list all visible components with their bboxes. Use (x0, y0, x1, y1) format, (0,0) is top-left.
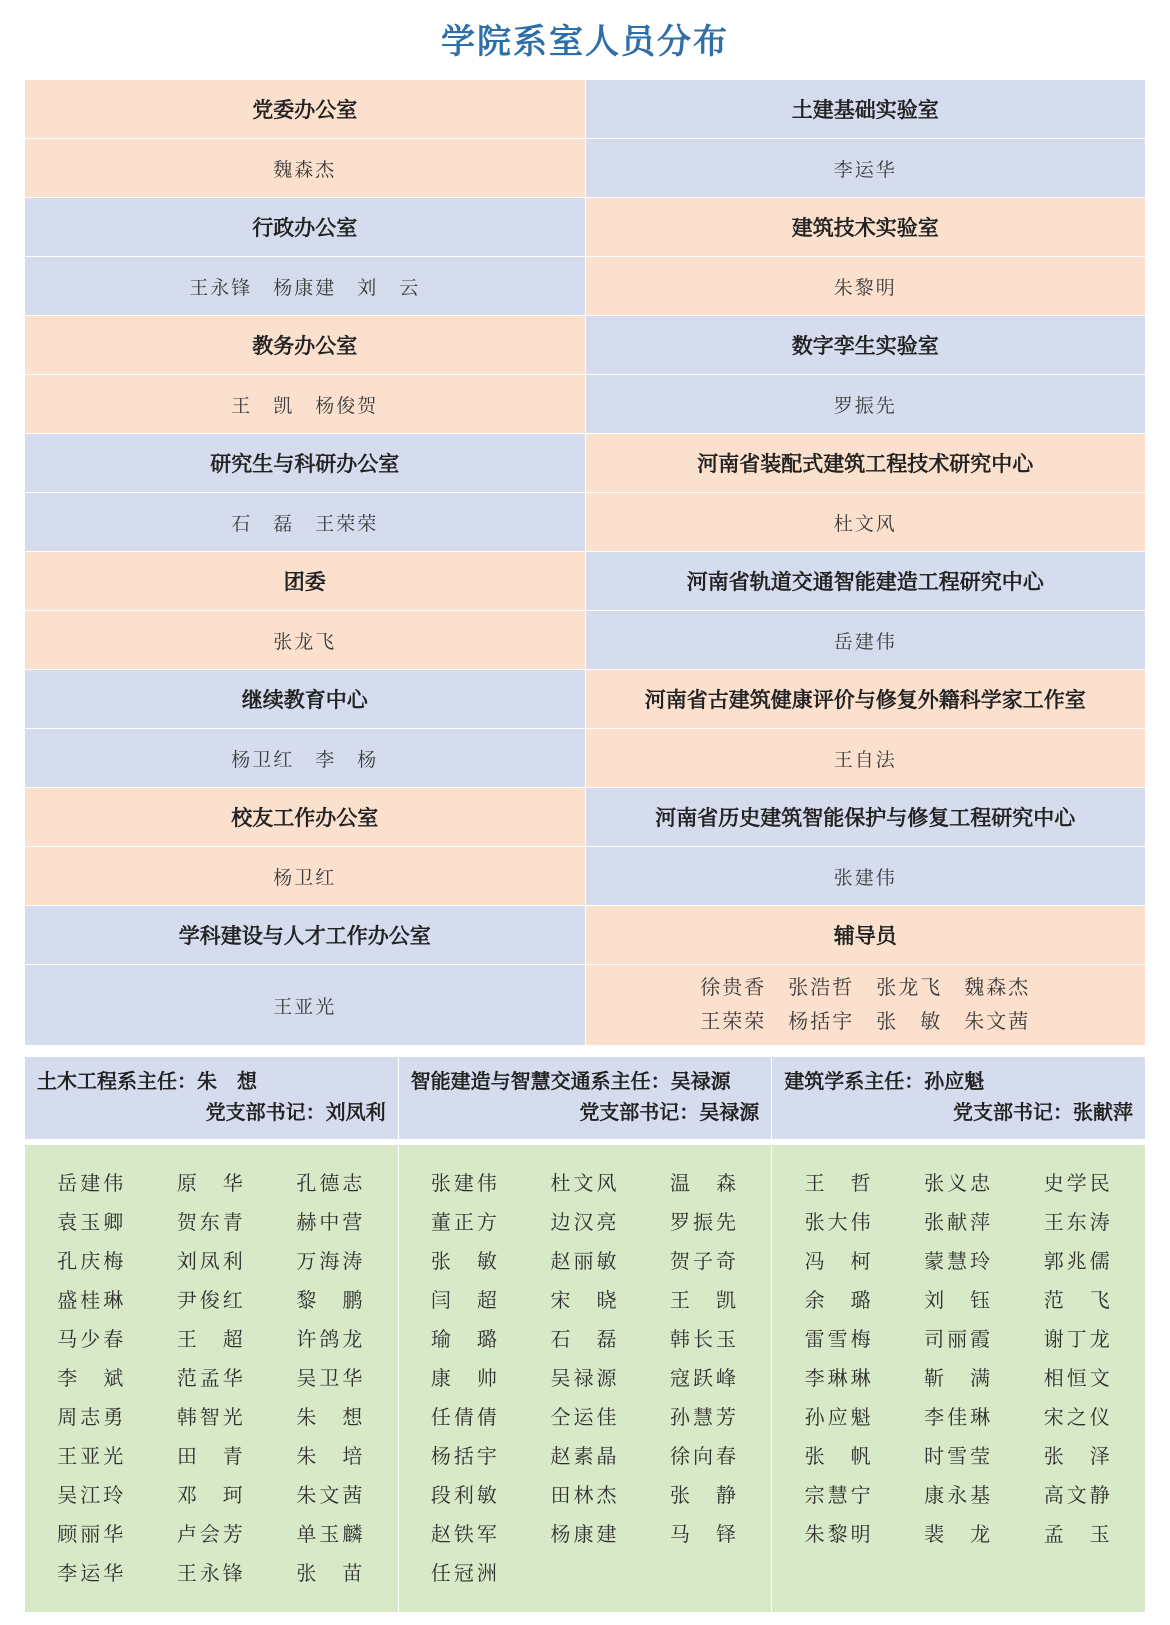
office-members-left: 石 磊 王荣荣 (25, 493, 586, 552)
member-name: 董正方 (430, 1212, 500, 1234)
member-name: 司丽霞 (924, 1329, 994, 1351)
member-name: 赵素晶 (550, 1446, 620, 1468)
member-name: 石 磊 (550, 1329, 620, 1351)
office-name-right: 河南省装配式建筑工程技术研究中心 (585, 434, 1146, 493)
counselor-members (585, 965, 1146, 1046)
department-secretary-1: 党支部书记：刘凤利 (205, 1102, 386, 1124)
table-row (25, 965, 1146, 1046)
member-name: 时雪莹 (924, 1446, 994, 1468)
office-name-left: 党委办公室 (25, 80, 586, 139)
member-name: 宗慧宁 (804, 1485, 874, 1507)
offices-body (25, 80, 1146, 1046)
member-name: 卢会芳 (176, 1524, 246, 1546)
member-name: 朱文茜 (296, 1485, 366, 1507)
office-members-right: 罗振先 (585, 375, 1146, 434)
member-name: 朱黎明 (804, 1524, 874, 1546)
office-members-left: 杨卫红 李 杨 (25, 729, 586, 788)
member-name: 康 帅 (430, 1368, 500, 1390)
member-name: 张 苗 (296, 1563, 366, 1585)
counselor-line-2: 王荣荣 杨括宇 张 敏 朱文茜 (700, 1011, 1031, 1033)
member-name: 原 华 (176, 1173, 246, 1195)
member-name: 尹俊红 (176, 1290, 246, 1312)
table-row (25, 139, 1146, 198)
office-members-left: 王亚光 (25, 965, 586, 1046)
member-name: 罗振先 (670, 1212, 740, 1234)
member-name: 孟 玉 (1043, 1524, 1113, 1546)
department-chiefs-body (25, 1057, 1146, 1140)
member-name: 相恒文 (1043, 1368, 1113, 1390)
member-name: 史学民 (1043, 1173, 1113, 1195)
member-name: 徐向春 (670, 1446, 740, 1468)
department-chiefs-table (24, 1056, 1146, 1140)
member-name: 任倩倩 (430, 1407, 500, 1429)
office-name-left: 行政办公室 (25, 198, 586, 257)
member-name: 孔庆梅 (57, 1251, 127, 1273)
member-name: 寇跃峰 (670, 1368, 740, 1390)
table-row (25, 729, 1146, 788)
office-members-left: 张龙飞 (25, 611, 586, 670)
member-name: 王东涛 (1043, 1212, 1113, 1234)
table-row (25, 434, 1146, 493)
table-row (25, 670, 1146, 729)
table-row (25, 316, 1146, 375)
department-members-body (25, 1145, 1146, 1613)
counselor-line-1: 徐贵香 张浩哲 张龙飞 魏森杰 (700, 977, 1031, 999)
department-members-table (24, 1144, 1146, 1613)
office-members-left: 杨卫红 (25, 847, 586, 906)
member-name: 张大伟 (804, 1212, 874, 1234)
department-secretary-2: 党支部书记：吴禄源 (579, 1102, 760, 1124)
member-name: 高文静 (1043, 1485, 1113, 1507)
table-row (25, 198, 1146, 257)
department-chief-2: 智能建造与智慧交通系主任：吴禄源 (410, 1071, 731, 1093)
member-name: 赫中营 (296, 1212, 366, 1234)
member-name: 冯 柯 (804, 1251, 874, 1273)
member-name: 贺东青 (176, 1212, 246, 1234)
table-row (25, 493, 1146, 552)
office-members-left: 王永锋 杨康建 刘 云 (25, 257, 586, 316)
name-grid-3 (782, 1167, 1135, 1547)
department-members-cell-2 (398, 1145, 772, 1613)
office-name-left: 学科建设与人才工作办公室 (25, 906, 586, 965)
member-name: 田 青 (176, 1446, 246, 1468)
member-name: 李佳琳 (924, 1407, 994, 1429)
office-name-right: 河南省轨道交通智能建造工程研究中心 (585, 552, 1146, 611)
member-name: 闫 超 (430, 1290, 500, 1312)
member-name: 黎 鹏 (296, 1290, 366, 1312)
office-members-right: 朱黎明 (585, 257, 1146, 316)
member-name: 邓 珂 (176, 1485, 246, 1507)
table-row (25, 257, 1146, 316)
member-name: 杨括宇 (430, 1446, 500, 1468)
office-members-right: 岳建伟 (585, 611, 1146, 670)
table-row (25, 906, 1146, 965)
member-name: 康永基 (924, 1485, 994, 1507)
member-name: 段利敏 (430, 1485, 500, 1507)
member-name: 谢丁龙 (1043, 1329, 1113, 1351)
member-name: 朱 培 (296, 1446, 366, 1468)
member-name: 宋 晓 (550, 1290, 620, 1312)
member-name: 岳建伟 (57, 1173, 127, 1195)
office-name-left: 教务办公室 (25, 316, 586, 375)
name-grid-2 (409, 1167, 762, 1586)
table-row (25, 375, 1146, 434)
office-members-left: 魏森杰 (25, 139, 586, 198)
member-name: 裴 龙 (924, 1524, 994, 1546)
member-name: 边汉亮 (550, 1212, 620, 1234)
table-row (25, 611, 1146, 670)
member-name: 袁玉卿 (57, 1212, 127, 1234)
member-name: 李琳琳 (804, 1368, 874, 1390)
member-name: 郭兆儒 (1043, 1251, 1113, 1273)
table-row (25, 1145, 1146, 1613)
department-chief-3: 建筑学系主任：孙应魁 (784, 1071, 985, 1093)
table-row (25, 788, 1146, 847)
member-name: 朱 想 (296, 1407, 366, 1429)
member-name: 仝运佳 (550, 1407, 620, 1429)
office-name-right: 数字孪生实验室 (585, 316, 1146, 375)
member-name: 马少春 (57, 1329, 127, 1351)
member-name: 王亚光 (57, 1446, 127, 1468)
member-name: 马 铎 (670, 1524, 740, 1546)
office-members-left: 王 凯 杨俊贺 (25, 375, 586, 434)
member-name: 赵丽敏 (550, 1251, 620, 1273)
department-members-cell-3 (772, 1145, 1146, 1613)
member-name: 杜文风 (550, 1173, 620, 1195)
page-title: 学院系室人员分布 (441, 24, 729, 61)
office-members-right: 张建伟 (585, 847, 1146, 906)
member-name: 王 哲 (804, 1173, 874, 1195)
member-name: 许鸽龙 (296, 1329, 366, 1351)
department-chief-cell-1 (25, 1057, 399, 1140)
member-name: 宋之仪 (1043, 1407, 1113, 1429)
table-row (25, 552, 1146, 611)
member-name: 张建伟 (430, 1173, 500, 1195)
member-name: 蒙慧玲 (924, 1251, 994, 1273)
member-name: 张 敏 (430, 1251, 500, 1273)
department-chief-cell-3 (772, 1057, 1146, 1140)
office-members-right: 王自法 (585, 729, 1146, 788)
office-name-right: 土建基础实验室 (585, 80, 1146, 139)
member-name: 温 森 (670, 1173, 740, 1195)
table-row (25, 80, 1146, 139)
member-name: 韩长玉 (670, 1329, 740, 1351)
member-name: 盛桂琳 (57, 1290, 127, 1312)
department-chief-cell-2 (398, 1057, 772, 1140)
office-name-right: 河南省古建筑健康评价与修复外籍科学家工作室 (585, 670, 1146, 729)
member-name: 王 凯 (670, 1290, 740, 1312)
office-name-left: 校友工作办公室 (25, 788, 586, 847)
member-name: 王 超 (176, 1329, 246, 1351)
member-name: 韩智光 (176, 1407, 246, 1429)
member-name: 杨康建 (550, 1524, 620, 1546)
member-name: 万海涛 (296, 1251, 366, 1273)
member-name: 余 璐 (804, 1290, 874, 1312)
member-name: 李 斌 (57, 1368, 127, 1390)
member-name: 张 泽 (1043, 1446, 1113, 1468)
department-chief-1: 土木工程系主任：朱 想 (37, 1071, 257, 1093)
office-name-right: 河南省历史建筑智能保护与修复工程研究中心 (585, 788, 1146, 847)
department-secretary-3: 党支部书记：张献萍 (953, 1102, 1133, 1124)
member-name: 任冠洲 (430, 1563, 500, 1585)
member-name: 周志勇 (57, 1407, 127, 1429)
office-members-right: 杜文风 (585, 493, 1146, 552)
member-name: 单玉麟 (296, 1524, 366, 1546)
office-name-left: 继续教育中心 (25, 670, 586, 729)
member-name: 吴禄源 (550, 1368, 620, 1390)
member-name: 雷雪梅 (804, 1329, 874, 1351)
member-name: 刘 钰 (924, 1290, 994, 1312)
department-members-cell-1 (25, 1145, 399, 1613)
table-row (25, 1057, 1146, 1140)
table-row (25, 847, 1146, 906)
member-name: 孔德志 (296, 1173, 366, 1195)
member-name: 刘凤利 (176, 1251, 246, 1273)
member-name: 瑜 璐 (430, 1329, 500, 1351)
offices-table (24, 79, 1146, 1046)
member-name: 吴卫华 (296, 1368, 366, 1390)
office-members-right: 李运华 (585, 139, 1146, 198)
office-name-right: 辅导员 (585, 906, 1146, 965)
member-name: 孙应魁 (804, 1407, 874, 1429)
member-name: 张 静 (670, 1485, 740, 1507)
member-name: 靳 满 (924, 1368, 994, 1390)
member-name: 范 飞 (1043, 1290, 1113, 1312)
member-name: 张义忠 (924, 1173, 994, 1195)
member-name: 吴江玲 (57, 1485, 127, 1507)
member-name: 王永锋 (176, 1563, 246, 1585)
member-name: 贺子奇 (670, 1251, 740, 1273)
member-name: 田林杰 (550, 1485, 620, 1507)
member-name: 张 帆 (804, 1446, 874, 1468)
member-name: 赵铁军 (430, 1524, 500, 1546)
office-name-right: 建筑技术实验室 (585, 198, 1146, 257)
member-name: 顾丽华 (57, 1524, 127, 1546)
office-name-left: 团委 (25, 552, 586, 611)
office-name-left: 研究生与科研办公室 (25, 434, 586, 493)
member-name: 孙慧芳 (670, 1407, 740, 1429)
member-name: 范孟华 (176, 1368, 246, 1390)
member-name: 李运华 (57, 1563, 127, 1585)
member-name: 张献萍 (924, 1212, 994, 1234)
name-grid-1 (35, 1167, 388, 1586)
